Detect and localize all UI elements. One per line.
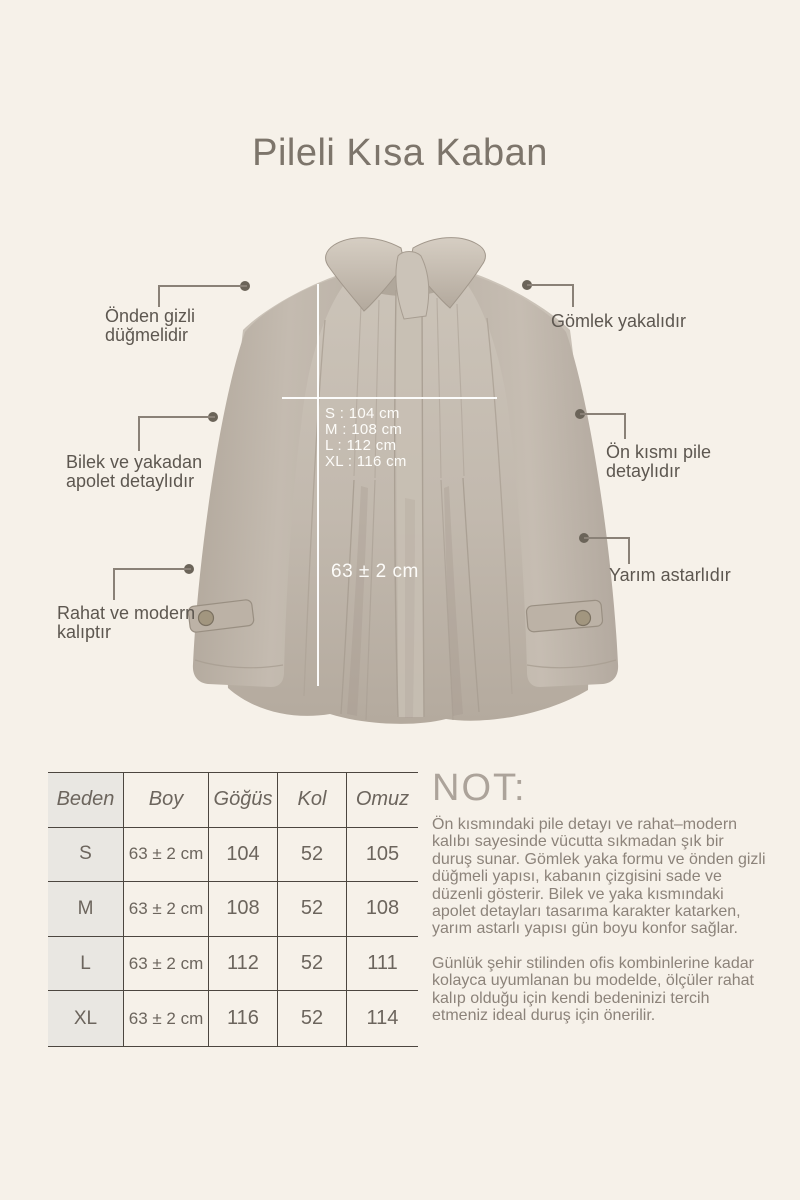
left-cuff-button [199,611,214,626]
callout-connector [580,413,626,439]
table-cell-m-beden: M [48,882,124,937]
table-cell-xl-omuz: 114 [366,1007,399,1030]
note-section [432,769,767,1024]
table-cell-xl-kol: 52 [278,991,347,1046]
table-cell-s-kol: 52 [278,828,347,883]
table-header-boy: Boy [124,773,209,828]
callout-connector [138,416,215,451]
table-cell-xl-boy: 63 ± 2 cm [124,991,209,1046]
chest-size-s: S : 104 cm [325,405,400,422]
callout-modern-fit: Rahat ve modern kalıptır [57,603,196,642]
table-cell-l-kol: 52 [278,937,347,992]
table-header-beden: Beden [48,773,124,828]
table-cell-s-gogus: 104 [209,828,278,883]
table-cell-s-omuz: 105 [347,828,418,883]
callout-connector [158,285,247,307]
table-cell-s-beden: S [48,828,124,883]
callout-epaulette-detail: Bilek ve yakadan apolet detaylıdır [66,452,203,491]
table-header-kol: Kol [278,773,347,828]
table-cell-xl-beden: XL [48,991,124,1046]
chest-size-xl: XL : 116 cm [325,453,407,470]
callout-shirt-collar: Gömlek yakalıdır [551,311,687,331]
chest-size-m: M : 108 cm [325,421,403,438]
table-cell-l-gogus: 112 [209,937,278,992]
table-cell-l-beden: L [48,937,124,992]
table-cell-m-omuz: 108 [347,882,418,937]
table-header-gogus: Göğüs [209,773,278,828]
callout-front-hidden-buttons: Önden gizli düğmelidir [105,306,196,345]
page-title: Pileli Kısa Kaban [252,132,548,174]
chest-measure-line [282,397,497,399]
table-cell-m-boy: 63 ± 2 cm [124,882,209,937]
table-cell-xl-gogus: 116 [209,991,278,1046]
note-title: NOT: [432,767,527,809]
table-cell-l-boy: 63 ± 2 cm [124,937,209,992]
right-cuff-button [576,611,591,626]
table-cell-s-boy: 63 ± 2 cm [124,828,209,883]
callout-connector [113,568,191,600]
length-measure-line [317,284,319,686]
table-cell-m-gogus: 108 [209,882,278,937]
length-label: 63 ± 2 cm [331,561,419,582]
table-cell-m-kol: 52 [278,882,347,937]
callout-front-pleat: Ön kısmı pile detaylıdır [606,442,712,481]
note-paragraph-1: Ön kısmındaki pile detayı ve rahat–modern kalıbı sayesinde vücutta sıkmadan şık bir duruş sunar. Gömlek yaka formu ve önden gizli düğmeli yapısı, kabanın çizgisini sade ve düzenli gösterir. Bilek ve yaka kısmındaki apolet detayları tasarıma karakter katarken, yarım astarlı yapısı gün boyu konfor sağlar. [432,816,766,938]
callout-half-lining: Yarım astarlıdır [609,565,731,585]
chest-size-l: L : 112 cm [325,437,397,454]
table-header-omuz: Omuz [347,773,418,828]
callout-connector [527,284,574,307]
table-cell-l-omuz: 111 [347,937,418,992]
size-table [48,772,418,1047]
note-paragraph-2: Günlük şehir stilinden ofis kombinlerine kadar kolayca uyumlanan bu modelde, ölçüler rahat kalıp olduğu için kendi bedeninizi tercih etmeniz ideal duruş için önerilir. [432,954,754,1025]
chest-size-list [325,406,407,470]
callout-connector [584,537,630,564]
